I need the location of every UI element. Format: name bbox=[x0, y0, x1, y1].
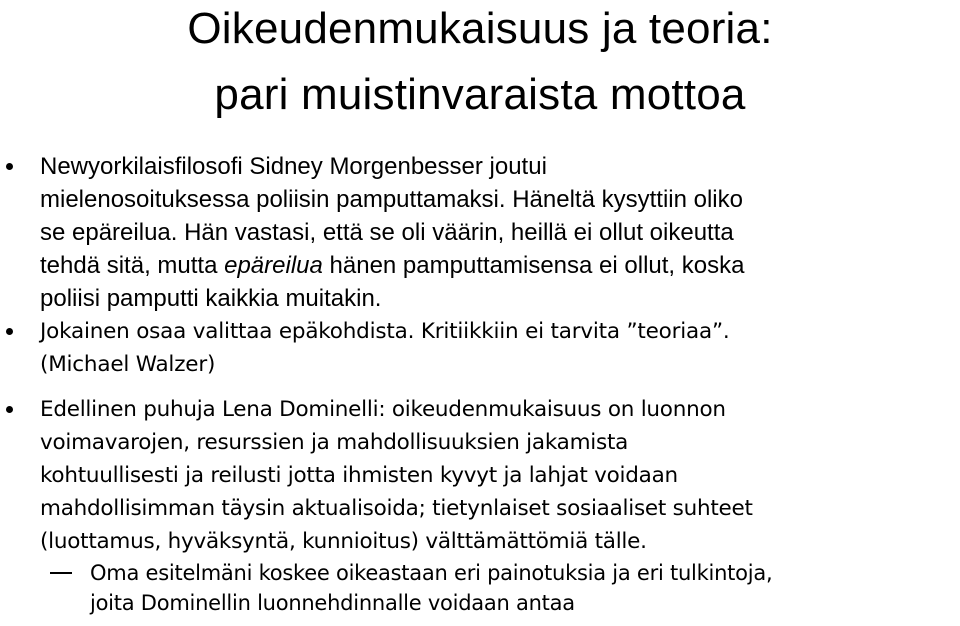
bullet-walzer bbox=[0, 315, 960, 381]
bullet-line: Jokainen osaa valittaa epäkohdista. Kritiikkiin ei tarvita ”teoriaa”. bbox=[40, 319, 730, 344]
bullet-dot-icon bbox=[6, 406, 13, 413]
bullet-dot-icon bbox=[6, 163, 13, 170]
bullet-line: voimavarojen, resurssien ja mahdollisuuksien jakamista bbox=[40, 430, 629, 455]
title-line-2: pari muistinvaraista mottoa bbox=[214, 70, 746, 119]
sub-bullet-line: joita Dominellin luonnehdinnalle voidaan antaa bbox=[90, 591, 575, 615]
text-run: hänen pamputtamisensa ei ollut, koska bbox=[322, 252, 745, 279]
text-run: tehdä sitä, mutta bbox=[40, 252, 225, 279]
bullet-line: mielenosoituksessa poliisin pamputtamaksi. Häneltä kysyttiin oliko bbox=[40, 186, 743, 213]
bullet-line: (luottamus, hyväksyntä, kunnioitus) välttämättömiä tälle. bbox=[40, 529, 647, 554]
bullet-line: Edellinen puhuja Lena Dominelli: oikeudenmukaisuus on luonnon bbox=[40, 397, 726, 422]
bullet-line: Newyorkilaisfilosofi Sidney Morgenbesser joutui bbox=[40, 153, 547, 180]
sub-bullet-own-talk bbox=[0, 558, 960, 618]
italic-term: epäreilua bbox=[224, 252, 323, 279]
bullet-line: (Michael Walzer) bbox=[40, 352, 216, 377]
bullet-line: se epäreilua. Hän vastasi, että se oli väärin, heillä ei ollut oikeutta bbox=[40, 219, 734, 246]
title-line-1: Oikeudenmukaisuus ja teoria: bbox=[187, 4, 773, 53]
spacer bbox=[0, 381, 960, 393]
bullet-morgenbesser bbox=[0, 150, 960, 315]
bullet-line: poliisi pamputti kaikkia muitakin. bbox=[40, 285, 382, 312]
bullet-dot-icon bbox=[6, 328, 13, 335]
dash-bullet-icon bbox=[50, 572, 72, 574]
bullet-line: mahdollisimman täysin aktualisoida; tietynlaiset sosiaaliset suhteet bbox=[40, 496, 753, 521]
bullet-line bbox=[40, 249, 960, 282]
bullet-line: kohtuullisesti ja reilusti jotta ihmisten kyvyt ja lahjat voidaan bbox=[40, 463, 678, 488]
slide-title bbox=[0, 0, 960, 128]
sub-bullet-line: Oma esitelmäni koskee oikeastaan eri painotuksia ja eri tulkintoja, bbox=[90, 561, 773, 585]
bullet-dominelli bbox=[0, 393, 960, 558]
slide-body bbox=[0, 150, 960, 618]
